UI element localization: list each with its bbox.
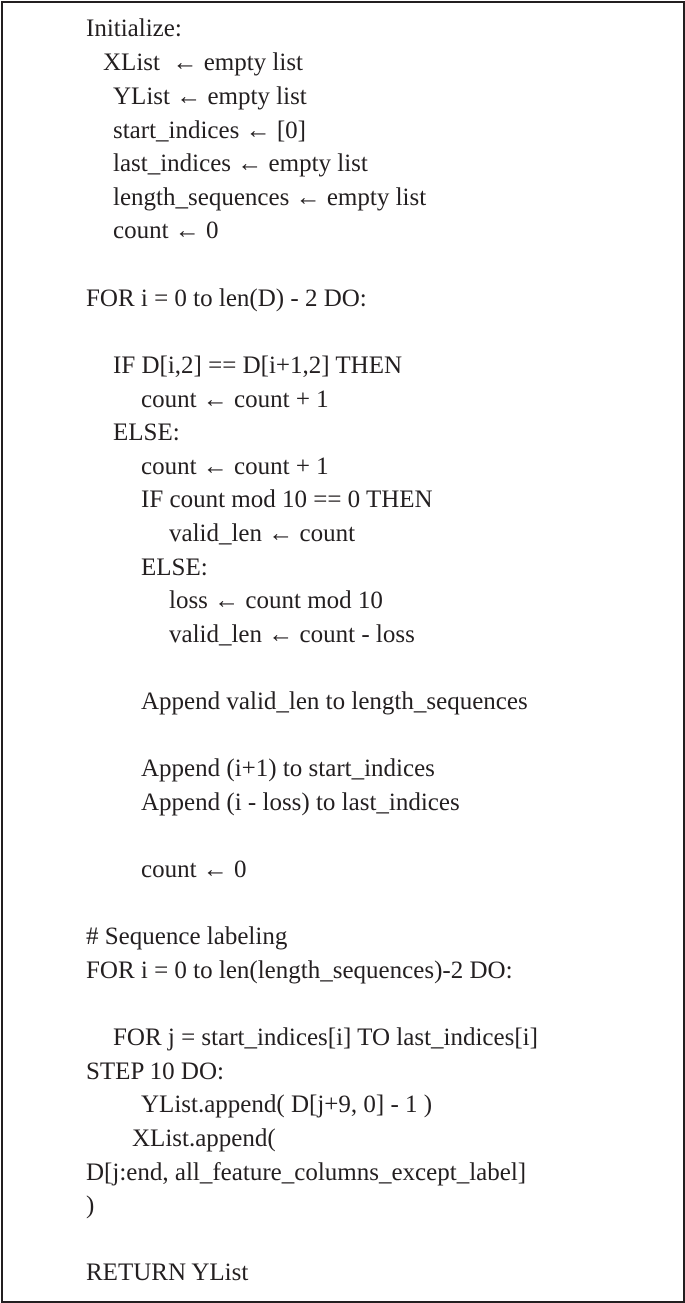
code-line-else: ELSE: [113, 419, 180, 446]
code-line-count-reset: count ← 0 [141, 856, 247, 883]
code-line-xlist-slice: D[j:end, all_feature_columns_except_label] [86, 1159, 527, 1186]
code-line-valid-len-minus-loss: valid_len ← count - loss [169, 621, 415, 648]
code-line-start-indices-init: start_indices ← [0] [113, 117, 307, 144]
code-line-length-sequences-init: length_sequences ← empty list [113, 184, 427, 211]
code-line-xlist-append: XList.append( [132, 1125, 276, 1152]
code-line-if-count-mod: IF count mod 10 == 0 THEN [141, 486, 433, 513]
code-line-append-start: Append (i+1) to start_indices [141, 755, 435, 782]
code-line-comment-labeling: # Sequence labeling [86, 923, 288, 950]
code-line-for-j: FOR j = start_indices[i] TO last_indices[i] [113, 1024, 538, 1051]
code-line-return: RETURN YList [86, 1259, 249, 1286]
code-line-count-increment-else: count ← count + 1 [141, 453, 329, 480]
code-line-ylist-append: YList.append( D[j+9, 0] - 1 ) [141, 1091, 433, 1118]
code-line-for-sequences: FOR i = 0 to len(length_sequences)-2 DO: [86, 957, 513, 984]
code-line-close-paren: ) [86, 1192, 95, 1219]
code-line-initialize: Initialize: [86, 15, 182, 42]
code-line-append-length: Append valid_len to length_sequences [141, 688, 528, 715]
code-line-ylist-init: YList ← empty list [113, 83, 307, 110]
code-line-valid-len-count: valid_len ← count [169, 520, 356, 547]
code-line-append-last: Append (i - loss) to last_indices [141, 789, 460, 816]
code-line-xlist-init: XList ← empty list [103, 49, 303, 76]
code-line-count-increment: count ← count + 1 [141, 386, 329, 413]
code-line-if-same-label: IF D[i,2] == D[i+1,2] THEN [113, 352, 403, 379]
code-line-loss: loss ← count mod 10 [169, 587, 383, 614]
code-line-for-loop-data: FOR i = 0 to len(D) - 2 DO: [86, 285, 367, 312]
code-line-last-indices-init: last_indices ← empty list [113, 150, 368, 177]
code-line-count-init: count ← 0 [113, 217, 219, 244]
code-line-inner-else: ELSE: [141, 554, 208, 581]
code-line-step: STEP 10 DO: [86, 1058, 224, 1085]
